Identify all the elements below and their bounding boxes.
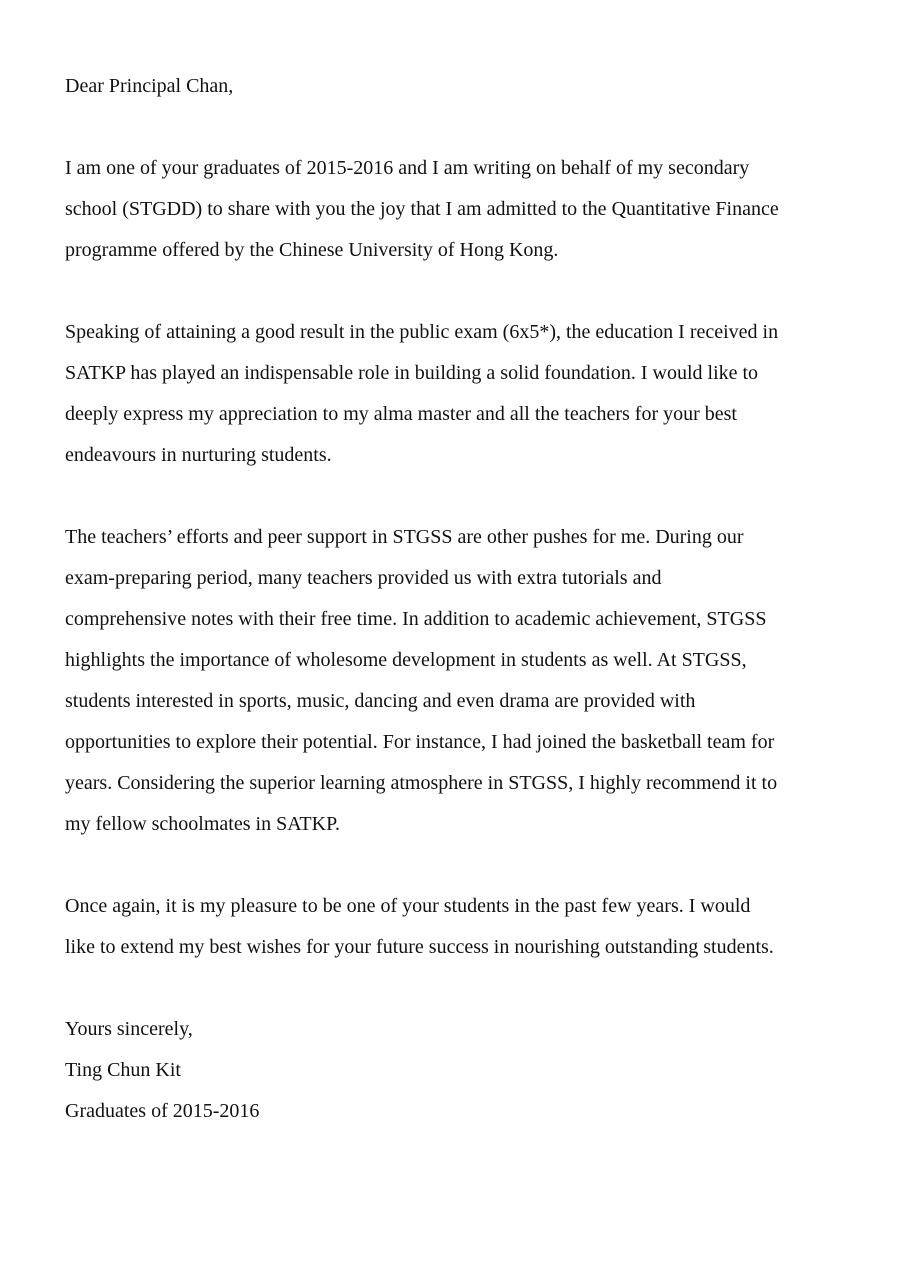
paragraph-line: years. Considering the superior learning atmosphere in STGSS, I highly recommend it to xyxy=(65,772,778,794)
signer-name: Ting Chun Kit xyxy=(65,1059,181,1081)
paragraph-line: students interested in sports, music, dancing and even drama are provided with xyxy=(65,690,696,712)
paragraph-line: opportunities to explore their potential. For instance, I had joined the basketball team for xyxy=(65,731,775,753)
paragraph-line: comprehensive notes with their free time. In addition to academic achievement, STGSS xyxy=(65,608,767,630)
closing-block xyxy=(65,1009,865,1132)
paragraph-line: I am one of your graduates of 2015-2016 and I am writing on behalf of my secondary xyxy=(65,157,750,179)
paragraph-wishes xyxy=(65,886,865,968)
valediction: Yours sincerely, xyxy=(65,1018,193,1040)
paragraph-line: Speaking of attaining a good result in the public exam (6x5*), the education I received in xyxy=(65,321,779,343)
paragraph-line: school (STGDD) to share with you the joy that I am admitted to the Quantitative Finance xyxy=(65,198,779,220)
signer-title: Graduates of 2015-2016 xyxy=(65,1100,260,1122)
paragraph-line: The teachers’ efforts and peer support in STGSS are other pushes for me. During our xyxy=(65,526,744,548)
paragraph-appreciation xyxy=(65,312,865,476)
paragraph-line: deeply express my appreciation to my alma master and all the teachers for your best xyxy=(65,403,737,425)
letter-page xyxy=(65,66,865,1132)
paragraph-support xyxy=(65,517,865,845)
paragraph-line: endeavours in nurturing students. xyxy=(65,444,332,466)
paragraph-line: highlights the importance of wholesome development in students as well. At STGSS, xyxy=(65,649,747,671)
paragraph-line: my fellow schoolmates in SATKP. xyxy=(65,813,340,835)
paragraph-line: like to extend my best wishes for your future success in nourishing outstanding students. xyxy=(65,936,774,958)
paragraph-line: programme offered by the Chinese University of Hong Kong. xyxy=(65,239,559,261)
salutation: Dear Principal Chan, xyxy=(65,75,234,97)
paragraph-line: SATKP has played an indispensable role in building a solid foundation. I would like to xyxy=(65,362,759,384)
paragraph-admission xyxy=(65,148,865,271)
paragraph-line: exam-preparing period, many teachers provided us with extra tutorials and xyxy=(65,567,662,589)
paragraph-line: Once again, it is my pleasure to be one of your students in the past few years. I would xyxy=(65,895,751,917)
